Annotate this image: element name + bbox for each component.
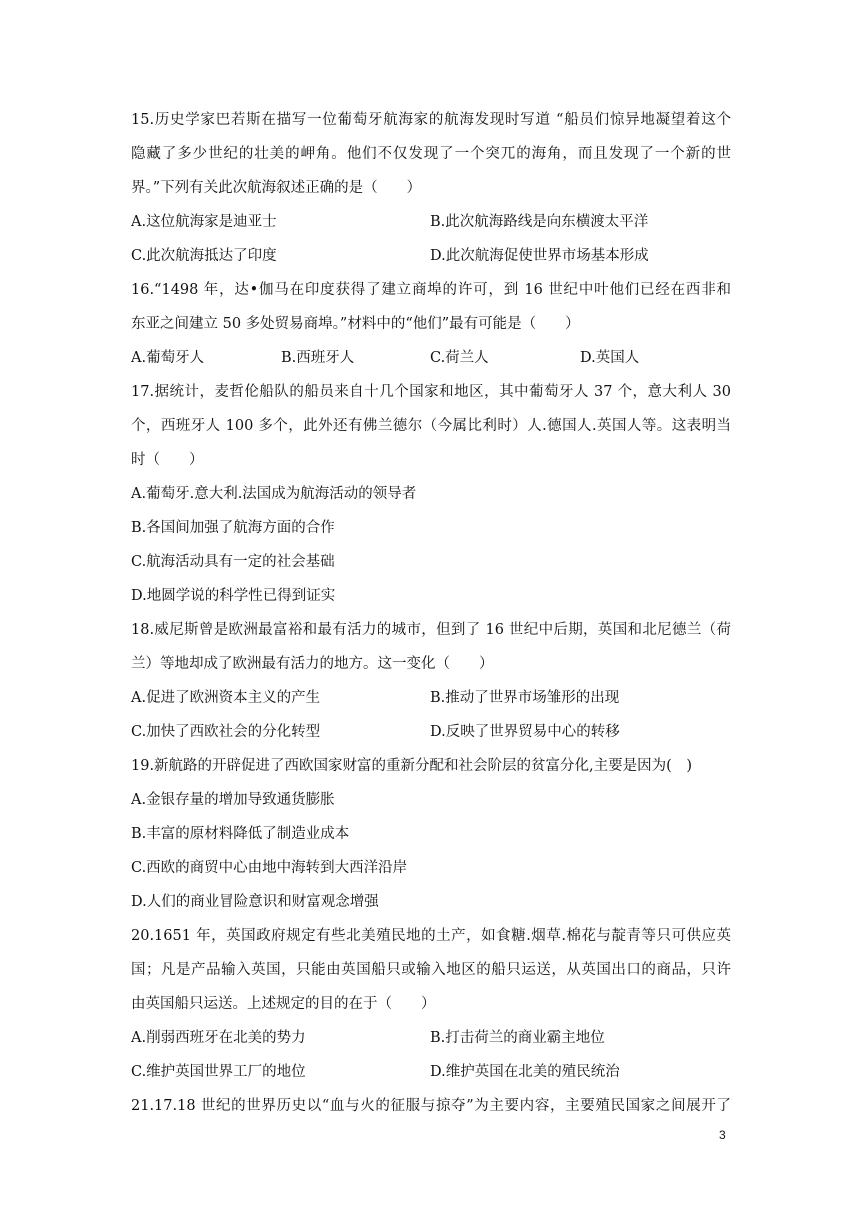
question-20-option-c: C.维护英国世界工厂的地位 — [131, 1064, 306, 1080]
question-15-option-b: B.此次航海路线是向东横渡太平洋 — [430, 214, 649, 230]
question-19-option-a: A.金银存量的增加导致通货膨胀 — [131, 792, 335, 808]
question-15-line-1: 15.历史学家巴若斯在描写一位葡萄牙航海家的航海发现时写道 “船员们惊异地凝望着这个 — [131, 112, 731, 128]
question-16-option-b: B.西班牙人 — [281, 350, 355, 366]
question-16-option-a: A.葡萄牙人 — [131, 350, 205, 366]
question-20-line-3: 由英国船只运送。上述规定的目的在于（ ） — [131, 996, 436, 1012]
question-18-option-a: A.促进了欧洲资本主义的产生 — [131, 690, 321, 706]
question-19-line-1: 19.新航路的开辟促进了西欧国家财富的重新分配和社会阶层的贫富分化,主要是因为( ) — [131, 758, 692, 774]
question-15-option-d: D.此次航海促使世界市场基本形成 — [430, 248, 649, 264]
question-19-option-c: C.西欧的商贸中心由地中海转到大西洋沿岸 — [131, 860, 408, 876]
question-17-line-3: 时（ ） — [131, 452, 204, 468]
question-15-option-a: A.这位航海家是迪亚士 — [131, 214, 277, 230]
question-15-option-c: C.此次航海抵达了印度 — [131, 248, 277, 264]
question-20-option-d: D.维护英国在北美的殖民统治 — [430, 1064, 620, 1080]
question-20-option-b: B.打击荷兰的商业霸主地位 — [430, 1030, 605, 1046]
question-16-line-2: 东亚之间建立 50 多处贸易商埠。”材料中的“他们”最有可能是（ ） — [131, 316, 580, 332]
question-16-option-c: C.荷兰人 — [430, 350, 489, 366]
question-20-option-a: A.削弱西班牙在北美的势力 — [131, 1030, 306, 1046]
question-16-line-1: 16.“1498 年，达•伽马在印度获得了建立商埠的许可，到 16 世纪中叶他们已经在西非和 — [131, 282, 731, 298]
question-16-option-d: D.英国人 — [580, 350, 640, 366]
question-19-option-d: D.人们的商业冒险意识和财富观念增强 — [131, 894, 379, 910]
question-19-option-b: B.丰富的原材料降低了制造业成本 — [131, 826, 350, 842]
question-18-option-b: B.推动了世界市场雏形的出现 — [430, 690, 620, 706]
question-21-line-1: 21.17.18 世纪的世界历史以“血与火的征服与掠夺”为主要内容，主要殖民国家之间展开了 — [131, 1098, 731, 1114]
question-17-line-1: 17.据统计，麦哲伦船队的船员来自十几个国家和地区，其中葡萄牙人 37 个，意大利人 30 — [131, 384, 731, 400]
page-number: 3 — [719, 1128, 726, 1142]
question-18-option-d: D.反映了世界贸易中心的转移 — [430, 724, 620, 740]
question-18-line-2: 兰）等地却成了欧洲最有活力的地方。这一变化（ ） — [131, 656, 494, 672]
question-17-option-b: B.各国间加强了航海方面的合作 — [131, 520, 335, 536]
question-15-line-2: 隐藏了多少世纪的壮美的岬角。他们不仅发现了一个突兀的海角，而且发现了一个新的世 — [131, 146, 731, 162]
question-18-option-c: C.加快了西欧社会的分化转型 — [131, 724, 321, 740]
question-17-option-c: C.航海活动具有一定的社会基础 — [131, 554, 335, 570]
question-17-option-a: A.葡萄牙.意大利.法国成为航海活动的领导者 — [131, 486, 417, 502]
question-20-line-1: 20.1651 年，英国政府规定有些北美殖民地的土产，如食糖.烟草.棉花与靛青等只可供应英 — [131, 928, 731, 944]
question-17-line-2: 个，西班牙人 100 多个，此外还有佛兰德尔（今属比利时）人.德国人.英国人等。这表明当 — [131, 418, 731, 434]
question-15-line-3: 界。”下列有关此次航海叙述正确的是（ ） — [131, 180, 422, 196]
question-18-line-1: 18.威尼斯曾是欧洲最富裕和最有活力的城市，但到了 16 世纪中后期，英国和北尼德兰（荷 — [131, 622, 731, 638]
question-17-option-d: D.地圆学说的科学性已得到证实 — [131, 588, 336, 604]
question-20-line-2: 国；凡是产品输入英国，只能由英国船只或输入地区的船只运送，从英国出口的商品，只许 — [131, 962, 731, 978]
